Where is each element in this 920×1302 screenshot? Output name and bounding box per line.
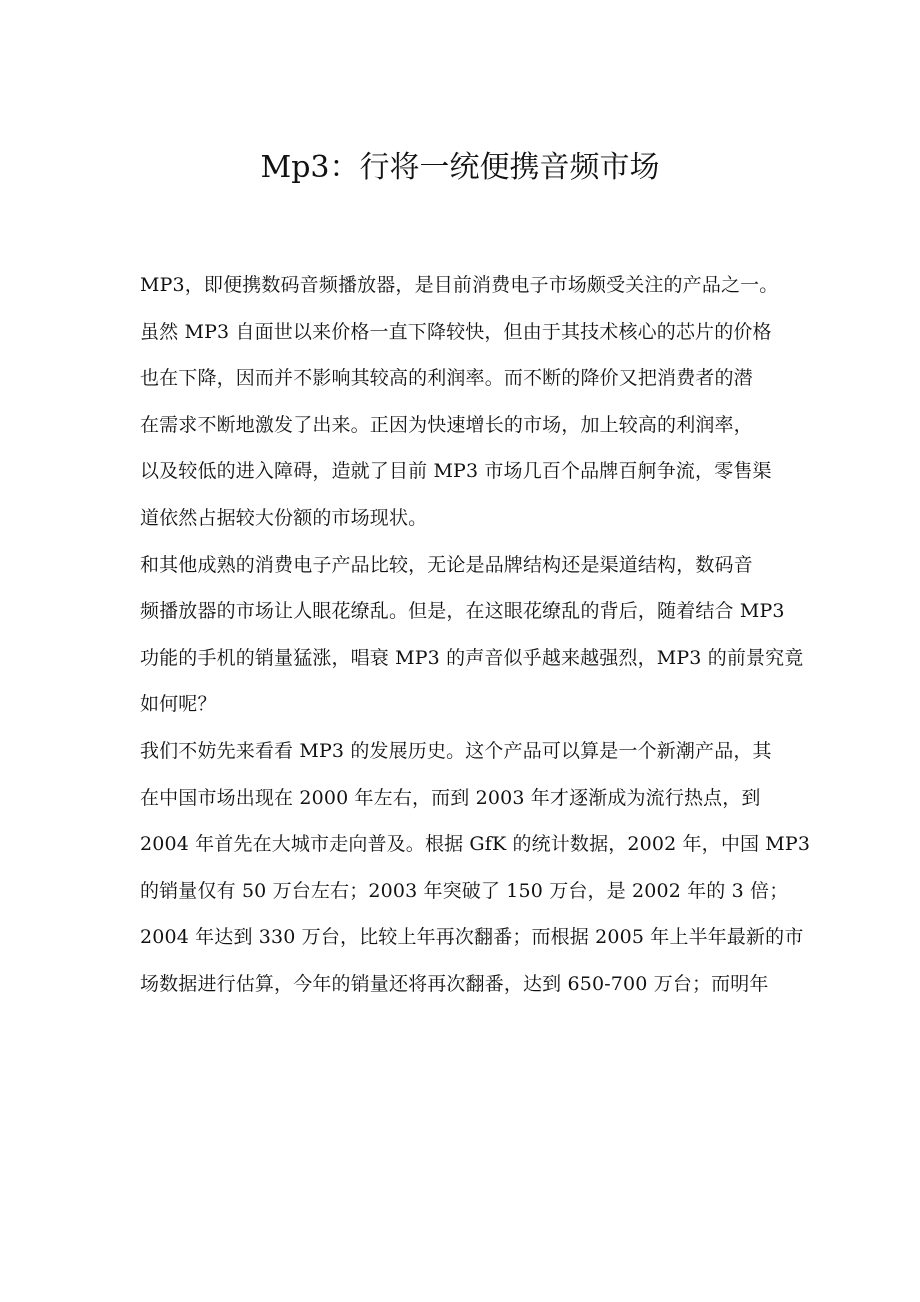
body-line: 2004 年首先在大城市走向普及。根据 GfK 的统计数据，2002 年，中国 MP3 <box>140 833 811 856</box>
document-body <box>140 262 856 1008</box>
body-line: 也在下降，因而并不影响其较高的利润率。而不断的降价又把消费者的潜 <box>140 367 753 390</box>
body-line: 在中国市场出现在 2000 年左右，而到 2003 年才逐渐成为流行热点，到 <box>140 786 761 809</box>
body-line: MP3，即便携数码音频播放器，是目前消费电子市场颇受关注的产品之一。 <box>140 274 779 296</box>
body-line: 2004 年达到 330 万台，比较上年再次翻番；而根据 2005 年上半年最新的市 <box>140 926 804 949</box>
body-line: 的销量仅有 50 万台左右；2003 年突破了 150 万台，是 2002 年的 3 倍； <box>140 879 789 902</box>
body-line: 场数据进行估算，今年的销量还将再次翻番，达到 650-700 万台；而明年 <box>140 972 769 995</box>
body-line: 以及较低的进入障碍，造就了目前 MP3 市场几百个品牌百舸争流，零售渠 <box>140 460 772 483</box>
document-title: Mp3：行将一统便携音频市场 <box>260 150 660 185</box>
body-line: 功能的手机的销量猛涨，唱衰 MP3 的声音似乎越来越强烈，MP3 的前景究竟 <box>140 646 804 669</box>
body-line: 如何呢？ <box>140 693 217 716</box>
body-line: 我们不妨先来看看 MP3 的发展历史。这个产品可以算是一个新潮产品，其 <box>140 739 772 762</box>
body-line: 虽然 MP3 自面世以来价格一直下降较快，但由于其技术核心的芯片的价格 <box>140 320 772 343</box>
body-line: 频播放器的市场让人眼花缭乱。但是，在这眼花缭乱的背后，随着结合 MP3 <box>140 600 785 623</box>
body-line: 和其他成熟的消费电子产品比较，无论是品牌结构还是渠道结构，数码音 <box>140 553 753 576</box>
body-line: 在需求不断地激发了出来。正因为快速增长的市场，加上较高的利润率， <box>140 413 753 436</box>
body-line: 道依然占据较大份额的市场现状。 <box>140 506 428 529</box>
